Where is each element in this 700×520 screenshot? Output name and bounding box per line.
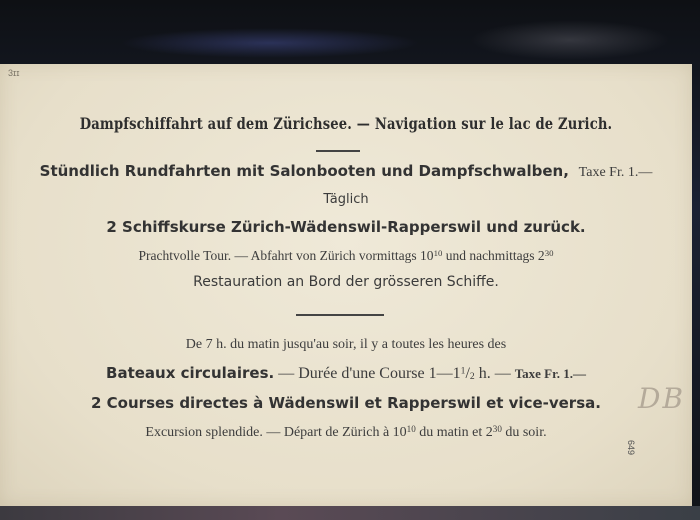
duration-end: h. — [474, 365, 515, 382]
title-line [62, 114, 629, 133]
french-line-1: De 7 h. du matin jusqu'au soir, il y a toutes les heures des [185, 337, 507, 352]
german-tax: Taxe Fr. 1.— [578, 165, 653, 180]
departure-text-mid: und nachmittags 2 [442, 248, 545, 263]
round-trips-text: Stündlich Rundfahrten mit Salonbooten und Dampfschwalben, [39, 162, 569, 180]
postcard [0, 64, 692, 506]
corner-pencil-mark: 3ɪɪ [8, 68, 20, 78]
departure-text-pre: Prachtvolle Tour. — Abfahrt von Zürich vormittags 10 [138, 248, 434, 263]
serial-number: 649 [626, 440, 636, 456]
circular-boats-text: Bateaux circulaires. [106, 364, 275, 382]
photo-bottom-edge [0, 506, 700, 520]
fraction-denominator: 2 [469, 370, 475, 382]
excursion-text-mid: du matin et 2 [415, 425, 493, 441]
french-tax: Taxe Fr. 1.— [514, 366, 586, 381]
german-line-5: Restauration an Bord der grösseren Schiffe. [193, 274, 499, 290]
title-german: Dampfschiffahrt auf dem Zürichsee. [79, 114, 353, 133]
departure-time-afternoon-min: 30 [544, 248, 554, 259]
pencil-initials: DB [638, 382, 686, 415]
german-line-3: 2 Schiffskurse Zürich-Wädenswil-Rapperswil und zurück. [106, 218, 586, 236]
fraction-numerator: 1 [460, 365, 466, 377]
divider-short [316, 150, 360, 152]
french-line-2: Bateaux circulaires. — Durée d'une Course $1—1^1/_2$ h. — Taxe Fr. 1.— [106, 364, 586, 382]
title-french: Navigation sur le lac de Zurich. [374, 114, 613, 133]
german-line-4 [0, 248, 692, 264]
french-line-4 [0, 424, 692, 441]
excursion-text-end: du soir. [501, 425, 547, 441]
duration-text: — Durée d'une Course 1—1 [274, 365, 461, 382]
departure-time-morning-min: 10 [433, 248, 443, 259]
german-line-2: Täglich [323, 192, 369, 207]
morning-time-min: 10 [406, 424, 416, 434]
french-line-3: 2 Courses directes à Wädenswil et Rapperswil et vice-versa. [91, 394, 601, 412]
evening-time-min: 30 [492, 424, 502, 434]
german-line-1 [0, 162, 692, 181]
title-separator: — [356, 114, 371, 133]
excursion-text-pre: Excursion splendide. — Départ de Zürich à 10 [145, 425, 407, 441]
divider-long [296, 314, 384, 316]
